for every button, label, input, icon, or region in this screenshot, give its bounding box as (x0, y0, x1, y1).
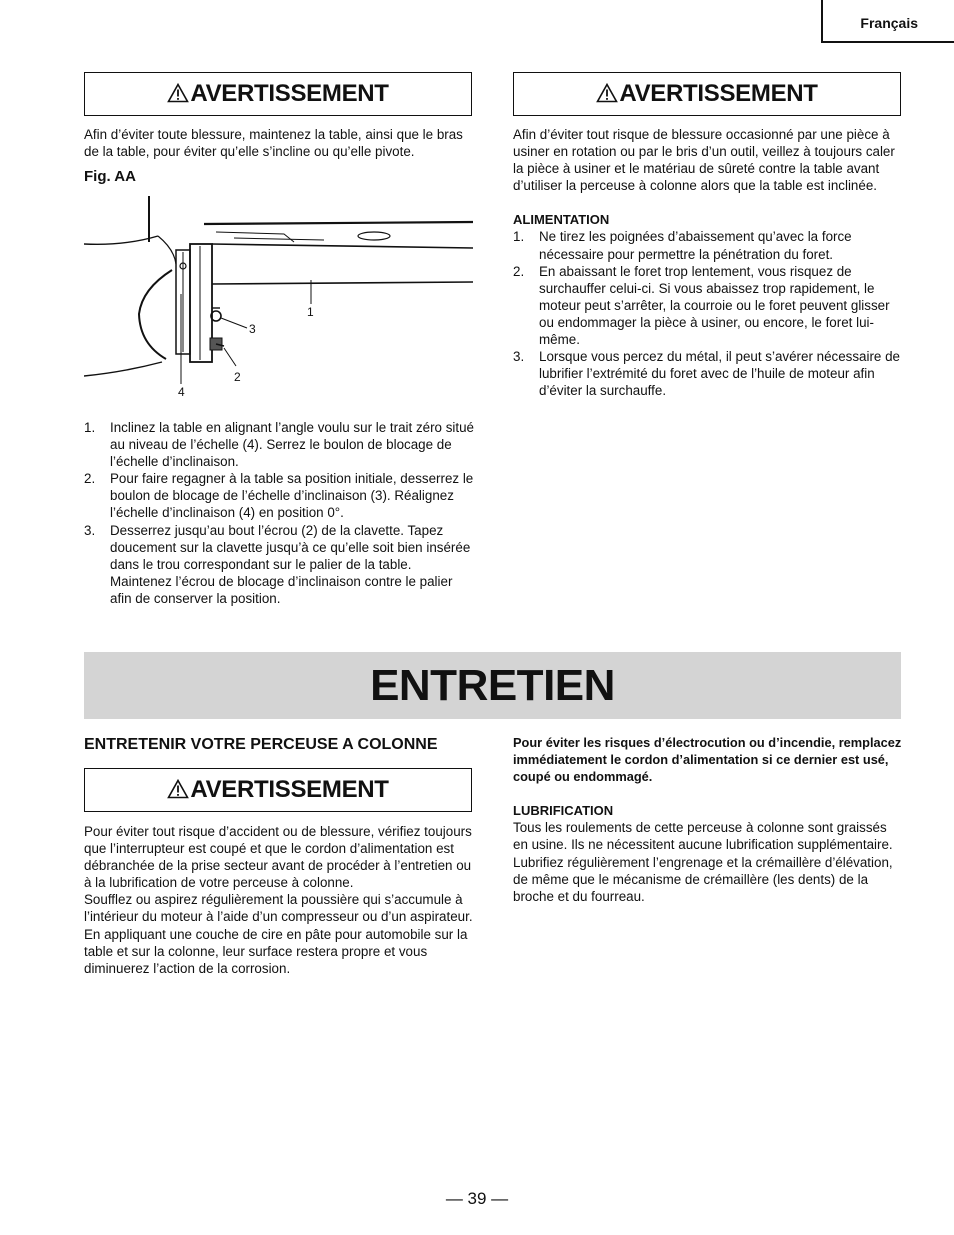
list-item (513, 348, 905, 399)
lubrication-paragraph-1: Tous les roulements de cette perceuse à colonne sont graissés en usine. Ils ne nécessitent aucune lubrification supplémentaire. (513, 820, 893, 853)
step-text: Pour faire regagner à la table sa position initiale, desserrez le boulon de blocage de l’échelle d’inclinaison (3). Réalignez l’échelle d’inclinaison (4) en position 0°. (110, 471, 474, 521)
section-banner (84, 652, 901, 719)
step-number: 1. (513, 229, 525, 245)
maintenance-paragraph-2: Soufflez ou aspirez régulièrement la poussière qui s’accumule à l’intérieur du moteur à l’aide d’un compresseur ou d’un aspirateur. (84, 892, 473, 925)
language-tab (821, 0, 954, 43)
cord-warning-text: Pour éviter les risques d’électrocution ou d’incendie, remplacez immédiatement le cordon d’alimentation si ce dernier est usé, coupé ou endommagé. (513, 735, 902, 785)
warning-triangle-icon (167, 779, 189, 799)
tilt-steps-list (84, 419, 476, 607)
lubrication-paragraph-2: Lubrifiez régulièrement l’engrenage et la crémaillère d’élévation, de même que le mécanisme de crémaillère (les dents) de la broche et du fourreau. (513, 854, 893, 904)
figure-aa (84, 194, 473, 404)
right-top-block (513, 126, 905, 399)
feed-steps-list (513, 228, 905, 399)
maintenance-section-title: ENTRETENIR VOTRE PERCEUSE A COLONNE (84, 736, 438, 753)
warning-box-3 (84, 768, 472, 812)
list-item (84, 470, 476, 521)
warning-box-2 (513, 72, 901, 116)
page-number: — 39 — (445, 1189, 509, 1208)
list-item (513, 263, 905, 348)
left-intro-block (84, 126, 476, 160)
figure-aa-drawing (84, 194, 473, 404)
list-item (513, 228, 905, 262)
warning-box-1 (84, 72, 472, 116)
lubrication-heading: LUBRIFICATION (513, 803, 614, 819)
callout-1: 1 (307, 305, 314, 319)
warning-title-2: AVERTISSEMENT (619, 80, 818, 107)
left-steps-block (84, 419, 476, 607)
callout-4: 4 (178, 385, 185, 399)
maintenance-left-block (84, 823, 476, 977)
callout-3: 3 (249, 322, 256, 336)
list-item (84, 522, 476, 607)
step-number: 2. (513, 263, 525, 279)
step-number: 2. (84, 471, 96, 487)
step-text: Inclinez la table en alignant l’angle voulu sur le trait zéro situé au niveau de l’échelle (4). Serrez le boulon de blocage de l’échelle d’inclinaison. (110, 420, 474, 470)
callout-2: 2 (234, 370, 241, 384)
warning-title-3: AVERTISSEMENT (190, 776, 389, 803)
maintenance-paragraph-3: En appliquant une couche de cire en pâte pour automobile sur la table et sur la colonne, leur surface restera propre et vous diminuerez l’action de la corrosion. (84, 926, 468, 976)
feed-heading: ALIMENTATION (513, 212, 610, 228)
language-label: Français (860, 15, 918, 31)
warning-triangle-icon (167, 83, 189, 103)
list-item (84, 419, 476, 470)
step-text: Desserrez jusqu’au bout l’écrou (2) de la clavette. Tapez doucement sur la clavette jusqu’à ce qu’elle soit bien insérée dans le trou correspondant sur le palier de la table. Maintenez l’écrou de blocage d’inclinaison contre le palier afin de conserver la position. (110, 522, 471, 606)
warning-title-1: AVERTISSEMENT (190, 80, 389, 107)
step-text: En abaissant le foret trop lentement, vous risquez de surchauffer celui-ci. Si vous abaissez trop rapidement, le moteur peut s’arrêter, la courroie ou le foret peuvent glisser ou endommager la pièce à usiner, ou encore, le foret lui-même. (539, 263, 890, 348)
step-text: Lorsque vous percez du métal, il peut s’avérer nécessaire de lubrifier l’extrémité du foret avec de l’huile de moteur afin d’éviter la surchauffe. (539, 349, 900, 399)
banner-title: ENTRETIEN (370, 660, 615, 710)
step-number: 1. (84, 420, 96, 435)
right-intro-text: Afin d’éviter tout risque de blessure occasionné par une pièce à usiner en rotation ou par le bris d’un outil, veillez à toujours caler la pièce à usiner et le matériau de sûreté contre la table avant d’utiliser la perceuse à colonne alors que la table est inclinée. (513, 127, 895, 194)
step-text: Ne tirez les poignées d’abaissement qu’avec la force nécessaire pour permettre la pénétration du foret. (539, 229, 852, 262)
left-intro-text: Afin d’éviter toute blessure, maintenez la table, ainsi que le bras de la table, pour éviter qu’elle s’incline ou qu’elle pivote. (84, 127, 463, 160)
figure-label: Fig. AA (84, 168, 136, 185)
maintenance-paragraph-1: Pour éviter tout risque d’accident ou de blessure, vérifiez toujours que l’interrupteur est coupé et que le cordon d’alimentation est débranchée de la prise secteur avant de procéder à l’entretien ou à la lubrification de votre perceuse à colonne. (84, 824, 472, 891)
warning-triangle-icon (596, 83, 618, 103)
maintenance-right-block (513, 734, 905, 905)
step-number: 3. (84, 522, 96, 538)
step-number: 3. (513, 349, 525, 365)
